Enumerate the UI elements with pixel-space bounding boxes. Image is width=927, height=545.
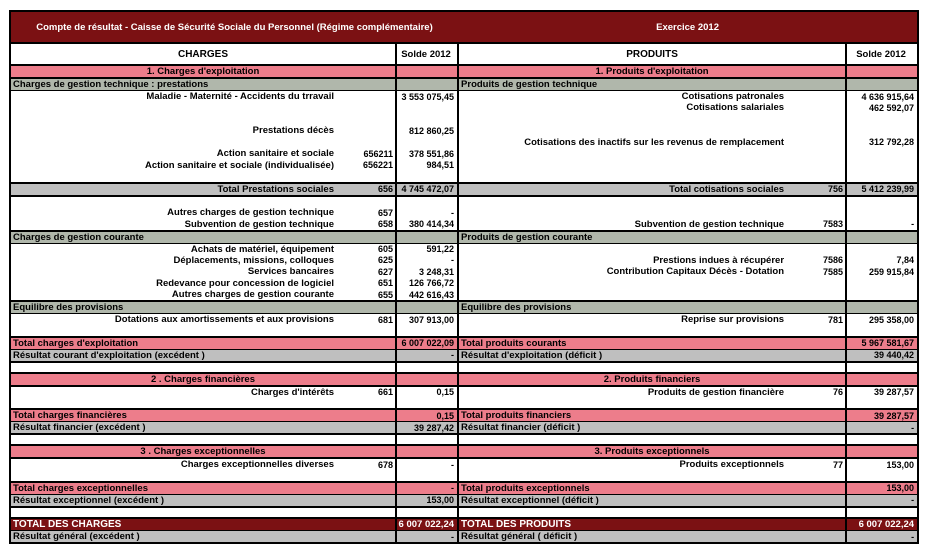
charges-label bbox=[10, 196, 340, 208]
produits-account-code: 7585 bbox=[823, 266, 844, 277]
charges-label: Charges d'intérêts bbox=[250, 386, 334, 398]
produits-value bbox=[846, 160, 918, 172]
charges-account-code: 661 bbox=[377, 387, 393, 397]
charges-label bbox=[10, 171, 340, 183]
charges-value bbox=[396, 196, 458, 208]
table-row-data bbox=[10, 160, 918, 172]
compte-de-resultat-table bbox=[9, 10, 919, 544]
table-row-data bbox=[10, 137, 918, 149]
produits-value bbox=[846, 445, 918, 458]
charges-value: 0,15 bbox=[396, 386, 458, 398]
produits-account-code bbox=[790, 398, 846, 410]
charges-value: 380 414,34 bbox=[396, 219, 458, 231]
produits-account-code bbox=[790, 289, 846, 301]
charges-value bbox=[396, 470, 458, 482]
charges-value: 39 287,42 bbox=[396, 422, 458, 435]
table-row-data bbox=[10, 289, 918, 301]
table-row-data bbox=[10, 314, 918, 326]
table-row-data bbox=[10, 470, 918, 482]
produits-label: Produits exceptionnels bbox=[679, 459, 785, 470]
table-row-data bbox=[10, 255, 918, 267]
charges-value: 591,22 bbox=[396, 243, 458, 255]
charges-value bbox=[396, 65, 458, 78]
produits-label: Reprise sur provisions bbox=[681, 314, 785, 325]
charges-account-code: 657 bbox=[377, 207, 393, 218]
charges-account-code: 678 bbox=[377, 459, 393, 470]
charges-label: Charges de gestion courante bbox=[10, 231, 396, 244]
table-row-data bbox=[10, 398, 918, 410]
charges-value: 378 551,86 bbox=[396, 148, 458, 160]
produits-value: - bbox=[846, 219, 918, 231]
charges-label: 1. Charges d'exploitation bbox=[10, 65, 396, 78]
charges-account-code: 656 bbox=[340, 183, 396, 196]
table-row-totalp bbox=[10, 482, 918, 495]
charges-value bbox=[396, 78, 458, 91]
produits-label: Résultat d'exploitation (déficit ) bbox=[458, 349, 846, 362]
charges-label: Dotations aux amortissements et aux provisions bbox=[114, 314, 334, 325]
column-header-row bbox=[10, 43, 918, 65]
produits-value: 312 792,28 bbox=[846, 137, 918, 149]
charges-label: 3 . Charges exceptionnelles bbox=[10, 445, 396, 458]
produits-account-code bbox=[790, 243, 846, 255]
produits-account-code bbox=[790, 125, 846, 137]
produits-value bbox=[846, 362, 918, 373]
charges-value bbox=[396, 325, 458, 337]
charges-account-code bbox=[340, 102, 396, 114]
produits-label: Produits de gestion technique bbox=[458, 78, 846, 91]
produits-solde-column-header: Solde 2012 bbox=[846, 43, 918, 65]
produits-label: Cotisations salariales bbox=[686, 102, 785, 114]
charges-value bbox=[396, 373, 458, 386]
charges-value bbox=[396, 362, 458, 373]
charges-label: Redevance pour concession de logiciel bbox=[156, 277, 334, 289]
exercise-year-label: Exercice 2012 bbox=[458, 11, 918, 43]
charges-account-code bbox=[340, 171, 396, 183]
charges-label bbox=[10, 114, 340, 126]
produits-label: Prestions indues à récupérer bbox=[653, 254, 785, 266]
charges-label: Charges exceptionnelles diverses bbox=[180, 459, 334, 470]
table-row-data bbox=[10, 114, 918, 126]
produits-value: 5 412 239,99 bbox=[846, 183, 918, 196]
charges-label: Services bancaires bbox=[247, 266, 334, 278]
table-row-data bbox=[10, 171, 918, 183]
charges-label bbox=[10, 102, 340, 114]
charges-account-code: 655 bbox=[377, 289, 393, 300]
produits-value bbox=[846, 148, 918, 160]
charges-solde-column-header: Solde 2012 bbox=[396, 43, 458, 65]
charges-label bbox=[10, 507, 396, 518]
produits-label: TOTAL DES PRODUITS bbox=[458, 518, 846, 531]
charges-value bbox=[396, 102, 458, 114]
charges-account-code bbox=[340, 325, 396, 337]
produits-value: 462 592,07 bbox=[846, 102, 918, 114]
produits-value: 153,00 bbox=[846, 482, 918, 495]
produits-column-header: PRODUITS bbox=[458, 43, 846, 65]
charges-label: Charges de gestion technique : prestations bbox=[10, 78, 396, 91]
charges-label: Autres charges de gestion courante bbox=[171, 289, 334, 300]
charges-label: Equilibre des provisions bbox=[10, 301, 396, 314]
produits-label bbox=[458, 207, 790, 219]
charges-value bbox=[396, 231, 458, 244]
produits-label bbox=[458, 171, 790, 183]
charges-label bbox=[10, 434, 396, 445]
table-row-data bbox=[10, 207, 918, 219]
table-row-result bbox=[10, 494, 918, 507]
produits-account-code: 756 bbox=[790, 183, 846, 196]
charges-account-code: 656211 bbox=[363, 148, 393, 159]
produits-label bbox=[458, 289, 790, 301]
table-row-data bbox=[10, 102, 918, 114]
charges-label: Total charges financières bbox=[10, 409, 396, 422]
charges-value: - bbox=[396, 207, 458, 219]
produits-label bbox=[458, 114, 790, 126]
charges-label bbox=[10, 325, 340, 337]
charges-label: Résultat général (excédent ) bbox=[10, 531, 396, 544]
charges-value: - bbox=[396, 349, 458, 362]
produits-label: Résultat général ( déficit ) bbox=[458, 531, 846, 544]
table-row-grand bbox=[10, 518, 918, 531]
charges-value bbox=[396, 507, 458, 518]
table-row-subsection bbox=[10, 231, 918, 244]
produits-value bbox=[846, 196, 918, 208]
charges-column-header: CHARGES bbox=[10, 43, 396, 65]
produits-label: Total produits courants bbox=[458, 337, 846, 350]
produits-label: Résultat exceptionnel (déficit ) bbox=[458, 494, 846, 507]
produits-account-code: 7586 bbox=[823, 255, 844, 266]
produits-value: 39 287,57 bbox=[846, 409, 918, 422]
charges-value: 984,51 bbox=[396, 160, 458, 172]
charges-value: - bbox=[396, 531, 458, 544]
charges-label: Subvention de gestion technique bbox=[184, 218, 334, 230]
charges-label: Total Prestations sociales bbox=[10, 183, 340, 196]
charges-account-code bbox=[340, 470, 396, 482]
charges-value: 307 913,00 bbox=[396, 314, 458, 326]
charges-label: Autres charges de gestion technique bbox=[167, 207, 334, 219]
table-body bbox=[10, 65, 918, 543]
table-row-result bbox=[10, 349, 918, 362]
produits-value: 4 636 915,64 bbox=[846, 91, 918, 103]
charges-value: 812 860,25 bbox=[396, 125, 458, 137]
produits-value: - bbox=[846, 531, 918, 544]
charges-account-code bbox=[340, 398, 396, 410]
produits-value bbox=[846, 114, 918, 126]
produits-account-code bbox=[790, 114, 846, 126]
charges-label: Achats de matériel, équipement bbox=[190, 243, 334, 255]
produits-account-code bbox=[790, 102, 846, 114]
produits-account-code bbox=[790, 91, 846, 103]
charges-value: 3 248,31 bbox=[396, 266, 458, 278]
charges-account-code bbox=[340, 114, 396, 126]
produits-label: Total produits financiers bbox=[458, 409, 846, 422]
produits-value: 259 915,84 bbox=[846, 266, 918, 278]
produits-account-code bbox=[790, 196, 846, 208]
title-banner bbox=[10, 11, 918, 43]
produits-value bbox=[846, 207, 918, 219]
produits-label: Produits de gestion financière bbox=[647, 386, 785, 398]
charges-account-code: 658 bbox=[377, 219, 393, 229]
produits-value: - bbox=[846, 494, 918, 507]
produits-account-code bbox=[790, 137, 846, 149]
produits-label: Subvention de gestion technique bbox=[634, 218, 785, 230]
charges-label: Prestations décès bbox=[252, 125, 334, 137]
produits-value bbox=[846, 278, 918, 290]
produits-label: Total cotisations sociales bbox=[458, 183, 790, 196]
produits-label: 1. Produits d'exploitation bbox=[458, 65, 846, 78]
charges-label bbox=[10, 137, 340, 149]
produits-label bbox=[458, 243, 790, 255]
charges-label: Déplacements, missions, colloques bbox=[173, 254, 334, 266]
charges-value: 153,00 bbox=[396, 494, 458, 507]
produits-label: Cotisations patronales bbox=[681, 91, 785, 102]
table-row-data bbox=[10, 148, 918, 160]
produits-label bbox=[458, 278, 790, 290]
produits-value bbox=[846, 171, 918, 183]
produits-account-code bbox=[790, 278, 846, 290]
charges-account-code: 656221 bbox=[362, 160, 393, 171]
charges-account-code bbox=[340, 125, 396, 137]
charges-value: 4 745 472,07 bbox=[396, 183, 458, 196]
charges-label: Action sanitaire et sociale (individualisée) bbox=[144, 159, 334, 171]
produits-label bbox=[458, 362, 846, 373]
produits-value: 153,00 bbox=[846, 458, 918, 470]
produits-label bbox=[458, 434, 846, 445]
charges-value: 3 553 075,45 bbox=[396, 91, 458, 103]
produits-value bbox=[846, 434, 918, 445]
charges-value bbox=[396, 434, 458, 445]
table-row-data bbox=[10, 278, 918, 290]
produits-label bbox=[458, 148, 790, 160]
charges-account-code bbox=[340, 91, 396, 103]
charges-label: Action sanitaire et sociale bbox=[216, 148, 334, 160]
table-row-data bbox=[10, 219, 918, 231]
charges-value bbox=[396, 398, 458, 410]
charges-account-code bbox=[340, 137, 396, 149]
produits-value bbox=[846, 507, 918, 518]
charges-label: Total charges d'exploitation bbox=[10, 337, 396, 350]
table-row-data bbox=[10, 386, 918, 398]
charges-value: 6 007 022,09 bbox=[396, 337, 458, 350]
produits-value: 39 287,57 bbox=[846, 386, 918, 398]
charges-label: Total charges exceptionnelles bbox=[10, 482, 396, 495]
produits-label: 2. Produits financiers bbox=[458, 373, 846, 386]
charges-account-code: 605 bbox=[377, 244, 393, 254]
produits-label: Cotisations des inactifs sur les revenus de remplacement bbox=[524, 136, 785, 148]
charges-value: - bbox=[396, 458, 458, 470]
produits-account-code bbox=[790, 171, 846, 183]
produits-label bbox=[458, 325, 790, 337]
table-row-spacer bbox=[10, 507, 918, 518]
produits-account-code bbox=[790, 148, 846, 160]
produits-label: Total produits exceptionnels bbox=[458, 482, 846, 495]
produits-account-code bbox=[790, 325, 846, 337]
produits-account-code: 77 bbox=[833, 459, 844, 470]
table-row-data bbox=[10, 458, 918, 470]
table-row-totalg bbox=[10, 183, 918, 196]
table-row-spacer bbox=[10, 362, 918, 373]
produits-label bbox=[458, 196, 790, 208]
produits-account-code bbox=[790, 207, 846, 219]
produits-value bbox=[846, 398, 918, 410]
produits-value bbox=[846, 243, 918, 255]
produits-label bbox=[458, 507, 846, 518]
charges-value: 6 007 022,24 bbox=[396, 518, 458, 531]
produits-account-code: 7583 bbox=[823, 219, 844, 229]
charges-label: Résultat financier (excédent ) bbox=[10, 422, 396, 435]
table-row-result bbox=[10, 422, 918, 435]
produits-value: - bbox=[846, 422, 918, 435]
charges-value: - bbox=[396, 255, 458, 267]
charges-label: TOTAL DES CHARGES bbox=[10, 518, 396, 531]
charges-value: 0,15 bbox=[396, 409, 458, 422]
charges-account-code: 681 bbox=[377, 314, 393, 325]
table-row-result bbox=[10, 531, 918, 544]
table-row-section bbox=[10, 445, 918, 458]
produits-account-code bbox=[790, 470, 846, 482]
charges-label: Maladie - Maternité - Accidents du trravail bbox=[146, 91, 334, 102]
produits-account-code bbox=[790, 160, 846, 172]
charges-value bbox=[396, 137, 458, 149]
produits-label: Résultat financier (déficit ) bbox=[458, 422, 846, 435]
table-row-data bbox=[10, 243, 918, 255]
produits-value bbox=[846, 125, 918, 137]
produits-label bbox=[458, 398, 790, 410]
charges-value bbox=[396, 171, 458, 183]
table-row-totalp bbox=[10, 409, 918, 422]
table-row-data bbox=[10, 91, 918, 103]
table-row-spacer bbox=[10, 434, 918, 445]
table-row-section bbox=[10, 373, 918, 386]
table-row-totalp bbox=[10, 337, 918, 350]
charges-value: - bbox=[396, 482, 458, 495]
charges-value: 442 616,43 bbox=[396, 289, 458, 301]
produits-value: 7,84 bbox=[846, 255, 918, 267]
produits-label bbox=[458, 125, 790, 137]
charges-value: 126 766,72 bbox=[396, 278, 458, 290]
produits-value bbox=[846, 470, 918, 482]
produits-label: Equilibre des provisions bbox=[458, 301, 846, 314]
produits-label: Contribution Capitaux Décès - Dotation bbox=[606, 266, 785, 278]
table-row-subsection bbox=[10, 78, 918, 91]
charges-label bbox=[10, 398, 340, 410]
table-row-subsection bbox=[10, 301, 918, 314]
charges-label bbox=[10, 362, 396, 373]
table-row-data bbox=[10, 325, 918, 337]
table-row-data bbox=[10, 266, 918, 278]
charges-label: Résultat courant d'exploitation (excédent ) bbox=[10, 349, 396, 362]
produits-value: 295 358,00 bbox=[846, 314, 918, 326]
produits-value bbox=[846, 65, 918, 78]
charges-label bbox=[10, 470, 340, 482]
produits-account-code: 781 bbox=[828, 314, 844, 325]
charges-value bbox=[396, 301, 458, 314]
table-row-data bbox=[10, 196, 918, 208]
produits-value bbox=[846, 373, 918, 386]
produits-label bbox=[458, 470, 790, 482]
produits-value bbox=[846, 231, 918, 244]
charges-account-code: 625 bbox=[377, 255, 393, 266]
produits-value bbox=[846, 289, 918, 301]
charges-value bbox=[396, 114, 458, 126]
charges-account-code bbox=[340, 196, 396, 208]
table-row-section bbox=[10, 65, 918, 78]
document-title: Compte de résultat - Caisse de Sécurité Sociale du Personnel (Régime complémentaire) bbox=[10, 11, 458, 43]
charges-value bbox=[396, 445, 458, 458]
produits-value bbox=[846, 325, 918, 337]
produits-value: 6 007 022,24 bbox=[846, 518, 918, 531]
produits-account-code: 76 bbox=[833, 387, 844, 397]
charges-account-code: 651 bbox=[377, 278, 393, 289]
table-row-data bbox=[10, 125, 918, 137]
produits-value bbox=[846, 301, 918, 314]
charges-label: Résultat exceptionnel (excédent ) bbox=[10, 494, 396, 507]
produits-value: 39 440,42 bbox=[846, 349, 918, 362]
produits-label bbox=[458, 160, 790, 172]
produits-value bbox=[846, 78, 918, 91]
charges-label: 2 . Charges financières bbox=[10, 373, 396, 386]
charges-account-code: 627 bbox=[377, 266, 393, 277]
produits-value: 5 967 581,67 bbox=[846, 337, 918, 350]
produits-label: 3. Produits exceptionnels bbox=[458, 445, 846, 458]
produits-label: Produits de gestion courante bbox=[458, 231, 846, 244]
